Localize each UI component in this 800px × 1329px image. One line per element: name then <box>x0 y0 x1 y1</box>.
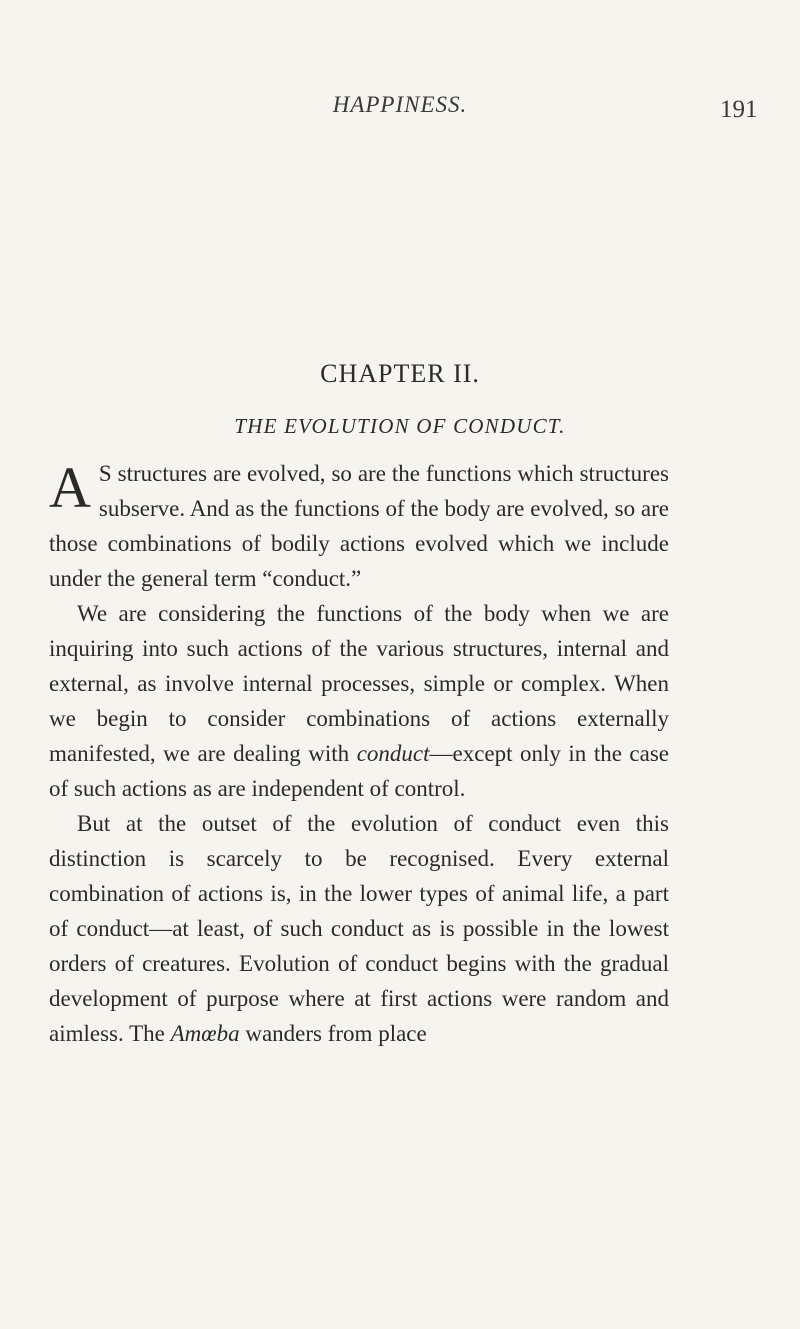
paragraph-3 <box>49 806 669 1051</box>
paragraph-3-italic: Amœba <box>170 1021 240 1046</box>
paragraph-1 <box>49 456 669 596</box>
paragraph-1-text: S structures are evolved, so are the functions which structures subserve. And as the functions of the body are evolved, so are those combinations of bodily actions evolved which we include under the general term “conduct.” <box>49 461 669 591</box>
paragraph-2-text-before: We are considering the functions of the body when we are inquiring into such actions of the various structures, internal and external, as involve internal processes, simple or complex. When we begin to consider combinations of actions externally manifested, we are dealing with <box>49 601 669 766</box>
chapter-title: THE EVOLUTION OF CONDUCT. <box>234 414 566 438</box>
chapter-number: CHAPTER II. <box>320 359 480 388</box>
paragraph-2-text-after: —except only in the case of such actions as are independent of control. <box>49 741 669 801</box>
paragraph-2 <box>49 596 669 806</box>
running-head: HAPPINESS. <box>332 92 468 117</box>
page-number: 191 <box>720 96 758 123</box>
paragraph-3-text-after: wanders from place <box>239 1021 427 1046</box>
body-text <box>49 456 669 1051</box>
drop-cap: A <box>49 455 91 520</box>
paragraph-3-text-before: But at the outset of the evolution of conduct even this distinction is scarcely to be recognised. Every external combination of actions is, in the lower types of animal life, a part of conduct—at least, of such conduct as is possible in the lowest orders of creatures. Evolution of conduct begins with the gradual development of purpose where at first actions were random and aimless. The <box>49 811 669 1046</box>
paragraph-2-italic: conduct <box>356 741 430 766</box>
